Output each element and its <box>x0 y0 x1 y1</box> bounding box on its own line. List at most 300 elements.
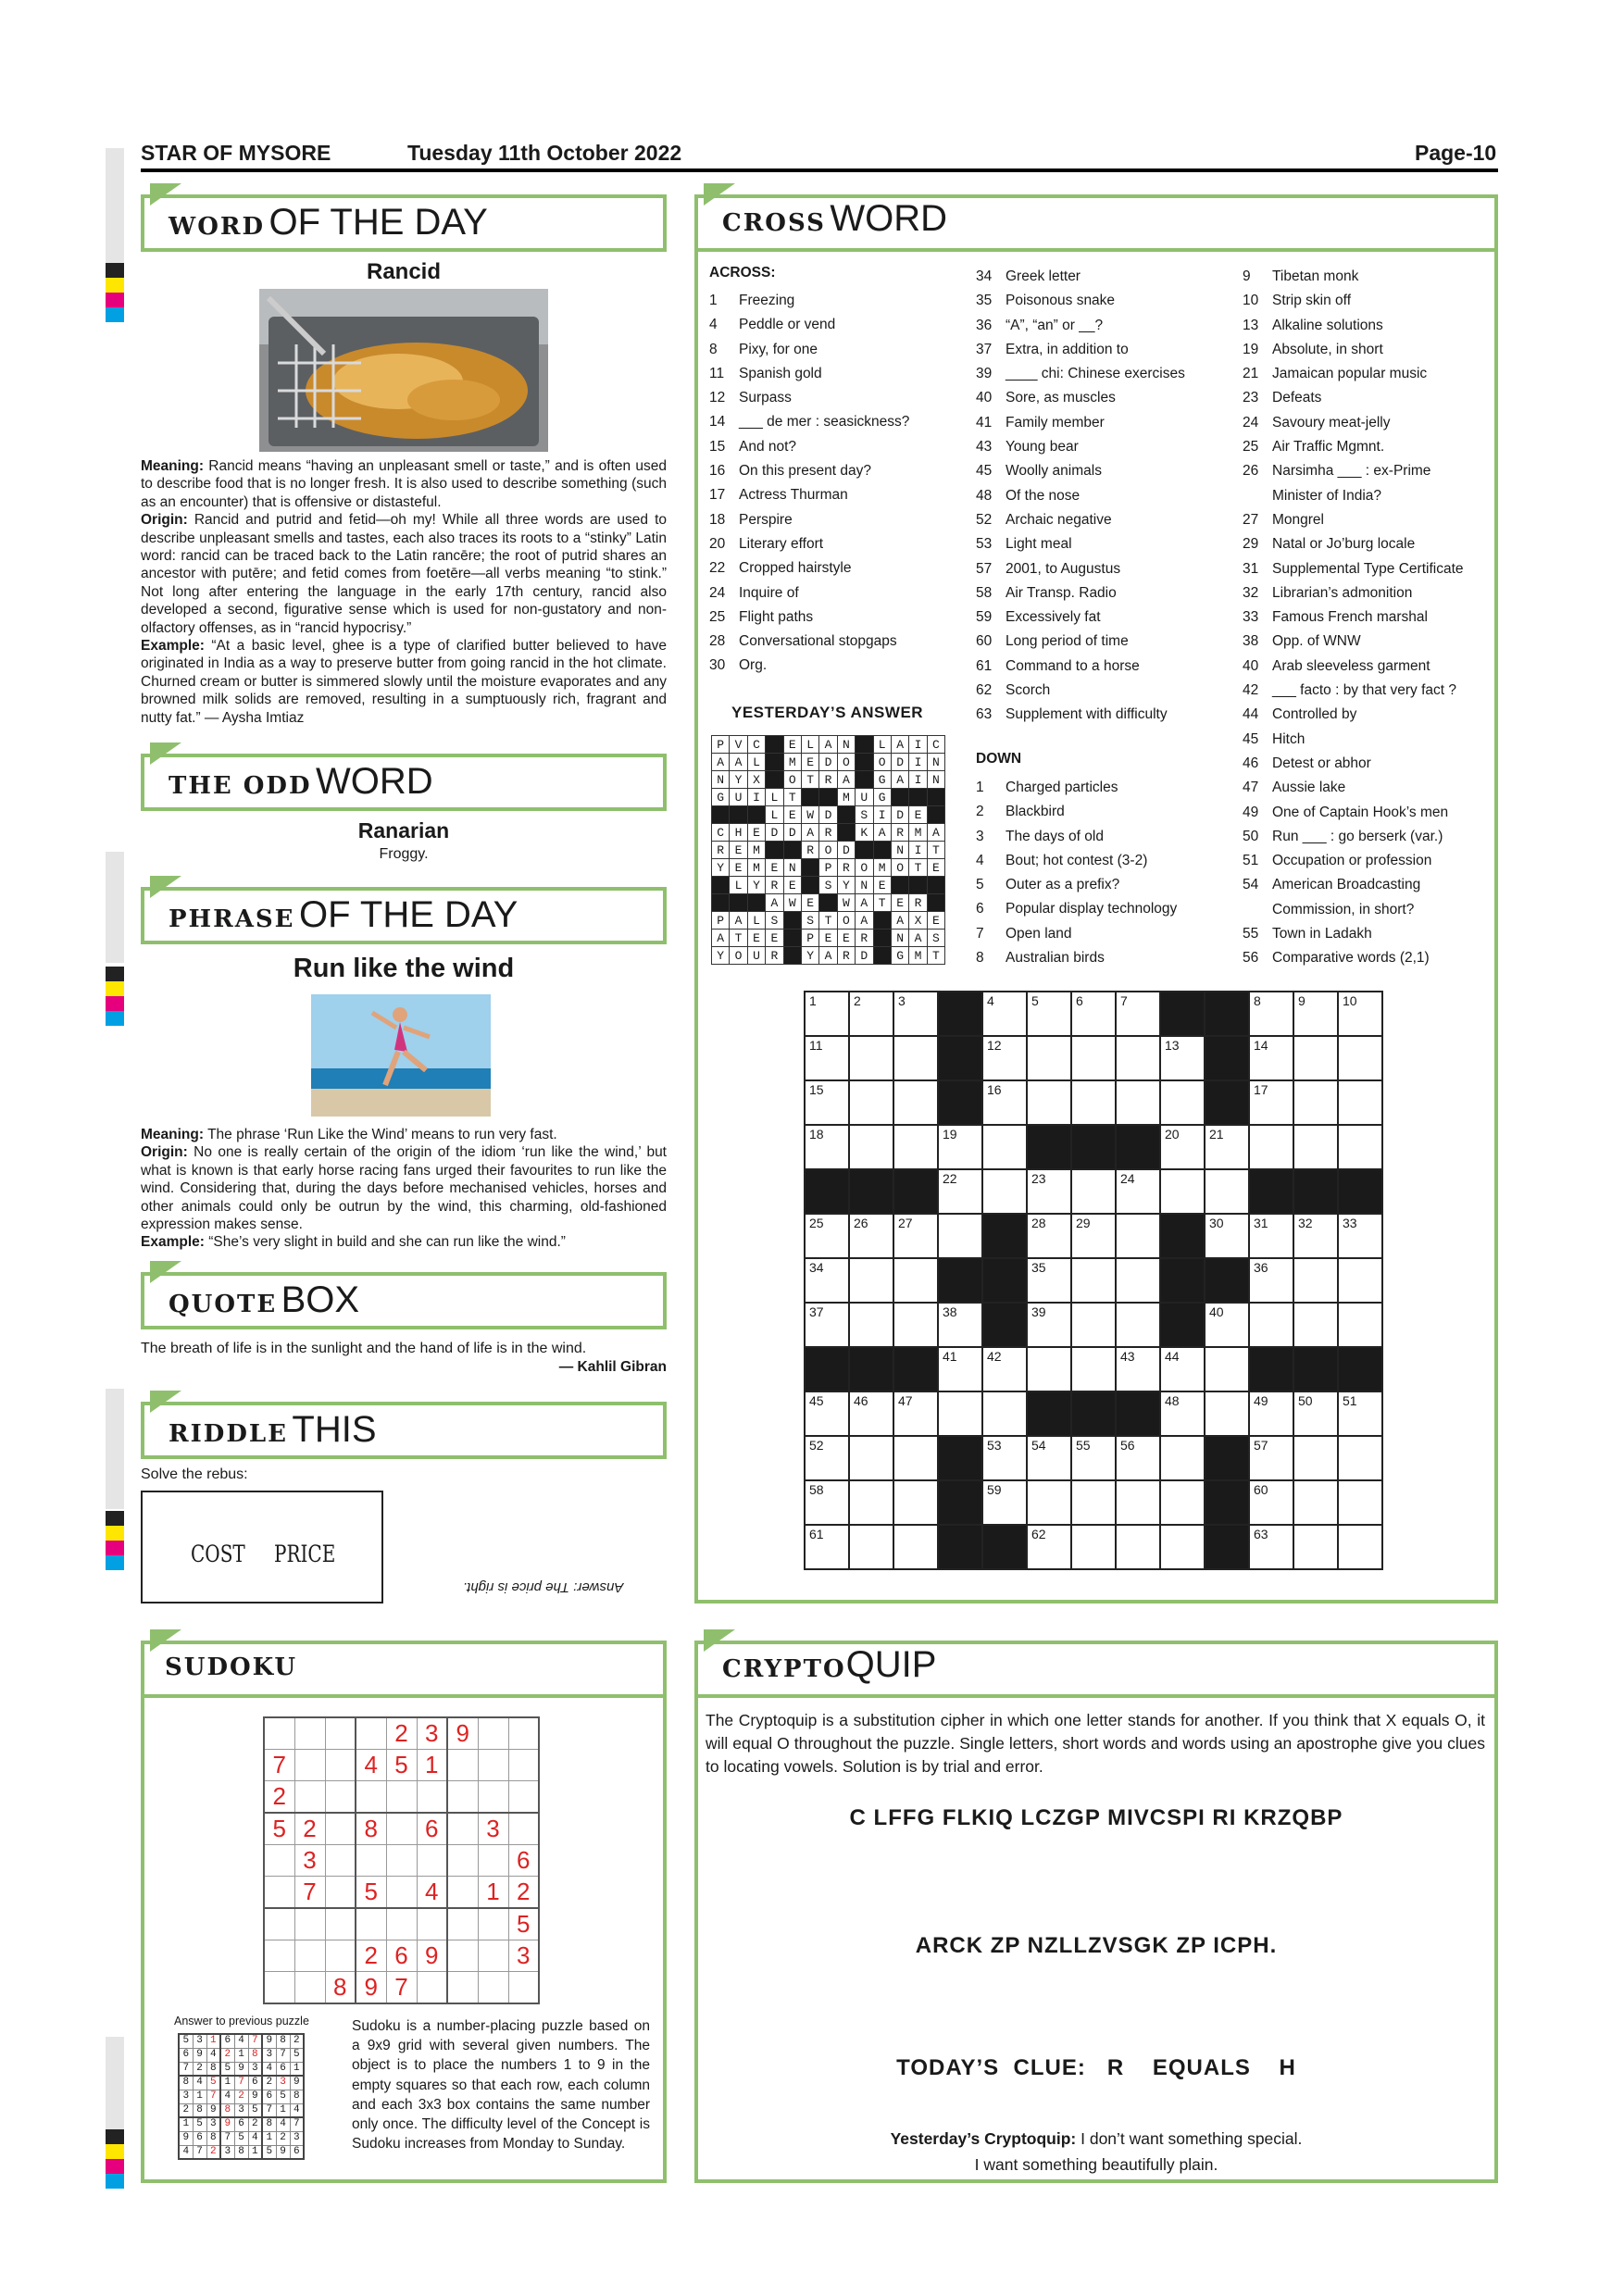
black-square <box>837 806 855 824</box>
clue-text: Absolute, in short <box>1272 341 1383 357</box>
phrase-header <box>141 887 667 944</box>
grid-cell <box>1249 1036 1293 1080</box>
cryptoquip-line-2: ARCK ZP NZLLZVSGK ZP ICPH. <box>915 1933 1278 1958</box>
sudoku-cell: 7 <box>262 2103 276 2117</box>
sudoku-cell: 2 <box>276 2131 290 2145</box>
clue-number: 9 <box>1243 268 1251 284</box>
clue-number: 51 <box>1243 853 1259 869</box>
sudoku-cell: 5 <box>179 2034 193 2048</box>
answer-cell: V <box>730 736 747 754</box>
grid-cell <box>938 1347 982 1391</box>
black-square <box>837 824 855 842</box>
clue-number: 29 <box>1243 536 1259 553</box>
answer-cell: E <box>819 930 837 947</box>
cell-number: 35 <box>1031 1260 1046 1275</box>
sudoku-cell: 3 <box>262 2048 276 2062</box>
sudoku-cell: 5 <box>276 2090 290 2103</box>
sudoku-cell: 7 <box>294 1877 325 1909</box>
clue-number: 4 <box>976 852 984 868</box>
answer-cell: I <box>909 754 927 771</box>
answer-cell: T <box>783 789 801 806</box>
section-title-b: BOX <box>281 1279 360 1320</box>
clue-number: 31 <box>1243 560 1259 577</box>
clue-text: Conversational stopgaps <box>739 633 897 650</box>
sudoku-cell: 1 <box>179 2117 193 2131</box>
grid-cell <box>1293 1125 1338 1169</box>
grid-cell <box>805 1258 849 1303</box>
sudoku-cell: 5 <box>248 2103 262 2117</box>
black-square <box>982 1214 1027 1258</box>
corner-flag <box>704 183 735 206</box>
answer-cell: D <box>837 842 855 859</box>
sudoku-cell <box>325 1717 356 1750</box>
answer-cell: E <box>891 894 908 912</box>
clue-text: Narsimha ___ : ex-Prime <box>1272 463 1431 480</box>
grid-cell <box>1071 1036 1116 1080</box>
clue-number: 17 <box>709 487 726 504</box>
sudoku-cell: 4 <box>290 2103 304 2117</box>
riddle-answer: Answer: The price is right. <box>463 1579 624 1595</box>
sudoku-cell <box>325 1781 356 1814</box>
grid-cell <box>805 1525 849 1569</box>
grid-cell <box>805 1080 849 1125</box>
answer-cell: O <box>856 859 873 877</box>
cell-number: 21 <box>1209 1127 1224 1142</box>
grid-cell <box>1071 1169 1116 1214</box>
black-square <box>712 894 730 912</box>
answer-cell: I <box>909 736 927 754</box>
answer-cell: L <box>747 754 765 771</box>
sudoku-header <box>141 1641 667 1698</box>
clue-text: Commission, in short? <box>1272 901 1415 917</box>
color-swatch-cyan <box>106 2174 124 2189</box>
grid-cell <box>805 1125 849 1169</box>
answer-cell: T <box>927 842 944 859</box>
clue-text: Aussie lake <box>1272 780 1346 796</box>
clue-number: 16 <box>709 463 726 480</box>
example-label: Example: <box>141 638 205 655</box>
grid-cell <box>893 1036 938 1080</box>
cell-number: 39 <box>1031 1304 1046 1319</box>
sudoku-cell: 5 <box>262 2145 276 2159</box>
cell-number: 32 <box>1298 1216 1313 1230</box>
answer-cell: R <box>766 947 783 965</box>
header-rule <box>141 168 1498 172</box>
answer-cell: M <box>747 842 765 859</box>
cell-number: 28 <box>1031 1216 1046 1230</box>
sudoku-cell: 6 <box>276 2062 290 2076</box>
section-title-a: QUOTE <box>169 1291 278 1318</box>
cell-number: 26 <box>854 1216 868 1230</box>
clue-number: 1 <box>976 780 984 795</box>
sudoku-cell: 1 <box>220 2076 234 2090</box>
grid-cell <box>938 1125 982 1169</box>
word-of-day-header <box>141 194 667 252</box>
section-title-a: WORD <box>169 213 266 241</box>
cell-number: 16 <box>987 1082 1002 1097</box>
clue-text: Bout; hot contest (3-2) <box>1006 852 1148 868</box>
cell-number: 54 <box>1031 1438 1046 1453</box>
color-swatch-yellow <box>106 2144 124 2159</box>
grid-cell <box>1293 1214 1338 1258</box>
answer-cell: T <box>819 912 837 930</box>
sudoku-cell: 3 <box>234 2103 248 2117</box>
answer-cell: G <box>712 789 730 806</box>
black-square <box>1249 1169 1293 1214</box>
cell-number: 57 <box>1254 1438 1268 1453</box>
answer-cell: N <box>891 930 908 947</box>
grid-cell <box>1071 1347 1116 1391</box>
yesterday-answer-grid <box>711 735 945 965</box>
grid-cell <box>893 992 938 1036</box>
cell-number: 31 <box>1254 1216 1268 1230</box>
sudoku-cell: 4 <box>356 1750 386 1781</box>
clue-text: Minister of India? <box>1272 487 1382 504</box>
clue-number: 25 <box>1243 439 1259 455</box>
cell-number: 61 <box>809 1527 824 1541</box>
previous-answer-label: Answer to previous puzzle <box>174 2015 309 2028</box>
sudoku-cell <box>447 1877 478 1909</box>
black-square <box>849 1169 893 1214</box>
grid-cell <box>849 992 893 1036</box>
clue-text: Australian birds <box>1006 950 1105 967</box>
grid-cell <box>1293 1525 1338 1569</box>
sudoku-cell: 9 <box>417 1940 447 1972</box>
answer-cell: R <box>712 842 730 859</box>
grid-cell <box>1160 1480 1205 1525</box>
answer-cell: T <box>927 947 944 965</box>
answer-cell: T <box>873 894 891 912</box>
sudoku-cell: 2 <box>262 2076 276 2090</box>
sudoku-cell <box>325 1940 356 1972</box>
grid-cell <box>1249 1080 1293 1125</box>
answer-cell: N <box>712 771 730 789</box>
sudoku-cell: 4 <box>206 2048 220 2062</box>
sudoku-cell <box>294 1750 325 1781</box>
section-title-a: RIDDLE <box>169 1420 288 1448</box>
grid-cell <box>1293 1080 1338 1125</box>
answer-cell: U <box>856 789 873 806</box>
crossword-grid <box>804 991 1383 1570</box>
grid-cell <box>982 992 1027 1036</box>
answer-cell: N <box>837 736 855 754</box>
black-square <box>938 1258 982 1303</box>
sudoku-cell: 7 <box>193 2145 206 2159</box>
answer-cell: O <box>837 912 855 930</box>
clue-number: 43 <box>976 439 993 455</box>
cell-number: 46 <box>854 1393 868 1408</box>
clue-text: Air Traffic Mgmnt. <box>1272 439 1385 455</box>
sudoku-cell: 3 <box>290 2131 304 2145</box>
sudoku-cell: 3 <box>417 1717 447 1750</box>
sudoku-cell: 2 <box>248 2117 262 2131</box>
sudoku-cell <box>264 1972 294 2004</box>
answer-cell: A <box>766 894 783 912</box>
sudoku-cell: 2 <box>508 1877 539 1909</box>
sudoku-cell <box>264 1877 294 1909</box>
black-square <box>1116 1125 1160 1169</box>
black-square <box>856 842 873 859</box>
black-square <box>927 894 944 912</box>
grid-cell <box>982 1125 1027 1169</box>
black-square <box>805 1347 849 1391</box>
black-square <box>909 789 927 806</box>
grid-cell <box>1027 1480 1071 1525</box>
clue-number: 41 <box>976 414 993 430</box>
grid-cell <box>1027 1303 1071 1347</box>
yesterday-cryptoquip <box>694 2129 1498 2149</box>
grid-cell <box>1071 1436 1116 1480</box>
answer-cell: N <box>856 877 873 894</box>
clue-text: Open land <box>1006 925 1072 942</box>
section-title-b: WORD <box>830 198 948 239</box>
clue-text: Comparative words (2,1) <box>1272 950 1430 967</box>
sudoku-cell: 2 <box>294 1813 325 1845</box>
answer-cell: D <box>891 806 908 824</box>
section-title-a: THE ODD <box>169 772 312 800</box>
grid-cell <box>1293 1258 1338 1303</box>
answer-cell: E <box>801 754 818 771</box>
answer-cell: O <box>783 771 801 789</box>
answer-cell: P <box>819 859 837 877</box>
answer-cell: Y <box>837 877 855 894</box>
registration-strip <box>106 852 124 963</box>
answer-cell: D <box>783 824 801 842</box>
clue-text: Inquire of <box>739 584 799 601</box>
clue-number: 40 <box>1243 657 1259 674</box>
answer-cell: E <box>783 736 801 754</box>
clue-number: 3 <box>976 828 984 844</box>
sudoku-cell <box>478 1972 508 2004</box>
grid-cell <box>1293 1436 1338 1480</box>
black-square <box>1205 992 1249 1036</box>
sudoku-cell: 7 <box>386 1972 417 2004</box>
cell-number: 42 <box>987 1349 1002 1364</box>
cell-number: 56 <box>1120 1438 1135 1453</box>
grid-cell <box>1027 1080 1071 1125</box>
section-title-a: CRYPTO <box>722 1655 846 1683</box>
grid-cell <box>893 1303 938 1347</box>
grid-cell <box>1249 1214 1293 1258</box>
sudoku-cell: 5 <box>386 1750 417 1781</box>
cell-number: 50 <box>1298 1393 1313 1408</box>
clue-text: Sore, as muscles <box>1006 390 1116 406</box>
color-swatch-black <box>106 2129 124 2144</box>
sudoku-cell <box>386 1813 417 1845</box>
grid-cell <box>1249 1436 1293 1480</box>
sudoku-cell: 7 <box>179 2062 193 2076</box>
sudoku-cell: 2 <box>179 2103 193 2117</box>
clue-number: 30 <box>709 657 726 674</box>
answer-cell: O <box>837 754 855 771</box>
answer-cell: I <box>747 789 765 806</box>
answer-cell: D <box>856 947 873 965</box>
cell-number: 52 <box>809 1438 824 1453</box>
sudoku-cell: 1 <box>276 2103 290 2117</box>
sudoku-cell: 9 <box>206 2103 220 2117</box>
cell-number: 51 <box>1343 1393 1357 1408</box>
sudoku-cell: 7 <box>264 1750 294 1781</box>
answer-cell: P <box>712 912 730 930</box>
sudoku-cell: 9 <box>276 2145 290 2159</box>
sudoku-cell <box>447 1781 478 1814</box>
clue-text: Air Transp. Radio <box>1006 584 1117 601</box>
grid-cell <box>1071 1080 1116 1125</box>
answer-cell: M <box>873 859 891 877</box>
clue-number: 56 <box>1243 950 1259 967</box>
sudoku-cell: 6 <box>248 2076 262 2090</box>
sudoku-cell: 6 <box>417 1813 447 1845</box>
cell-number: 27 <box>898 1216 913 1230</box>
grid-cell <box>982 1391 1027 1436</box>
sudoku-cell: 9 <box>290 2076 304 2090</box>
grid-cell <box>1338 1436 1382 1480</box>
answer-cell: E <box>873 877 891 894</box>
grid-cell <box>1116 1480 1160 1525</box>
grid-cell <box>1205 1347 1249 1391</box>
cell-number: 5 <box>1031 993 1039 1008</box>
answer-cell: M <box>837 789 855 806</box>
sudoku-cell: 8 <box>356 1813 386 1845</box>
sudoku-cell: 6 <box>220 2034 234 2048</box>
sudoku-cell: 7 <box>276 2048 290 2062</box>
section-title-b: THIS <box>292 1409 377 1450</box>
grid-cell <box>1116 1303 1160 1347</box>
sudoku-cell <box>294 1972 325 2004</box>
answer-cell: U <box>747 947 765 965</box>
sudoku-cell: 8 <box>179 2076 193 2090</box>
meaning-label: Meaning: <box>141 1127 205 1142</box>
black-square <box>712 806 730 824</box>
answer-cell: C <box>712 824 730 842</box>
answer-cell: K <box>856 824 873 842</box>
answer-cell: L <box>873 736 891 754</box>
previous-sudoku-grid <box>178 2033 305 2160</box>
answer-cell: R <box>891 824 908 842</box>
answer-cell: L <box>766 789 783 806</box>
answer-cell: A <box>730 754 747 771</box>
sudoku-cell: 2 <box>234 2090 248 2103</box>
sudoku-cell <box>294 1908 325 1940</box>
sudoku-cell: 7 <box>234 2076 248 2090</box>
sudoku-cell: 4 <box>193 2076 206 2090</box>
answer-cell: D <box>891 754 908 771</box>
color-swatch-black <box>106 1511 124 1526</box>
cell-number: 13 <box>1165 1038 1180 1053</box>
cell-number: 11 <box>809 1038 823 1053</box>
clue-number: 2 <box>976 804 984 820</box>
clue-text: Town in Ladakh <box>1272 926 1372 942</box>
sudoku-cell: 4 <box>179 2145 193 2159</box>
answer-cell: T <box>909 859 927 877</box>
grid-cell <box>893 1258 938 1303</box>
grid-cell <box>805 1036 849 1080</box>
cell-number: 23 <box>1031 1171 1046 1186</box>
section-title-b: WORD <box>315 761 433 802</box>
sudoku-cell: 7 <box>220 2131 234 2145</box>
cell-number: 37 <box>809 1304 824 1319</box>
corner-flag <box>150 1261 181 1283</box>
black-square <box>766 736 783 754</box>
sudoku-cell: 2 <box>220 2048 234 2062</box>
answer-cell: T <box>801 771 818 789</box>
grid-cell <box>1116 1258 1160 1303</box>
sudoku-cell: 1 <box>290 2062 304 2076</box>
clue-text: Flight paths <box>739 608 814 625</box>
answer-cell: R <box>819 824 837 842</box>
grid-cell <box>1116 992 1160 1036</box>
clue-number: 4 <box>709 317 718 333</box>
cell-number: 9 <box>1298 993 1305 1008</box>
grid-cell <box>1027 1169 1071 1214</box>
word-of-day-body <box>141 457 667 727</box>
sudoku-cell: 2 <box>356 1940 386 1972</box>
sudoku-cell: 2 <box>386 1717 417 1750</box>
black-square <box>873 912 891 930</box>
black-square <box>927 789 944 806</box>
black-square <box>1071 1125 1116 1169</box>
cell-number: 14 <box>1254 1038 1268 1053</box>
sudoku-cell: 9 <box>262 2034 276 2048</box>
black-square <box>909 877 927 894</box>
grid-cell <box>938 1391 982 1436</box>
sudoku-cell: 5 <box>234 2131 248 2145</box>
cell-number: 48 <box>1165 1393 1180 1408</box>
sudoku-cell: 3 <box>206 2117 220 2131</box>
yesterday-cryptoquip-line-1: I don’t want something special. <box>1081 2129 1303 2148</box>
black-square <box>927 806 944 824</box>
black-square <box>938 1480 982 1525</box>
corner-flag <box>150 742 181 765</box>
clue-text: American Broadcasting <box>1272 877 1421 893</box>
answer-cell: A <box>819 947 837 965</box>
cell-number: 49 <box>1254 1393 1268 1408</box>
clue-number: 61 <box>976 657 993 674</box>
sudoku-cell: 8 <box>325 1972 356 2004</box>
sudoku-cell <box>447 1940 478 1972</box>
clue-number: 28 <box>709 633 726 650</box>
grid-cell <box>1160 1036 1205 1080</box>
grid-cell <box>938 1169 982 1214</box>
grid-cell <box>1160 1347 1205 1391</box>
grid-cell <box>1249 1480 1293 1525</box>
sudoku-cell: 6 <box>179 2048 193 2062</box>
clue-number: 19 <box>1243 341 1259 357</box>
grid-cell <box>982 1080 1027 1125</box>
clue-text: Arab sleeveless garment <box>1272 657 1430 674</box>
sudoku-cell: 2 <box>264 1781 294 1814</box>
sudoku-cell <box>325 1877 356 1909</box>
black-square <box>1205 1525 1249 1569</box>
cell-number: 30 <box>1209 1216 1224 1230</box>
black-square <box>1160 992 1205 1036</box>
color-swatch-black <box>106 263 124 278</box>
clue-number: 26 <box>1243 463 1259 480</box>
grid-cell <box>938 1214 982 1258</box>
clue-number: 63 <box>976 706 993 723</box>
answer-cell: L <box>801 736 818 754</box>
clue-text: Command to a horse <box>1006 657 1140 674</box>
clue-text: Run ___ : go berserk (var.) <box>1272 828 1443 844</box>
sudoku-cell <box>356 1717 386 1750</box>
cell-number: 18 <box>809 1127 824 1142</box>
grid-cell <box>893 1391 938 1436</box>
clue-number: 15 <box>709 438 726 455</box>
clue-text: Tibetan monk <box>1272 268 1359 284</box>
cell-number: 1 <box>809 993 817 1008</box>
clue-text: Alkaline solutions <box>1272 317 1383 333</box>
cryptoquip-clue: TODAY’S CLUE: R EQUALS H <box>896 2055 1296 2080</box>
